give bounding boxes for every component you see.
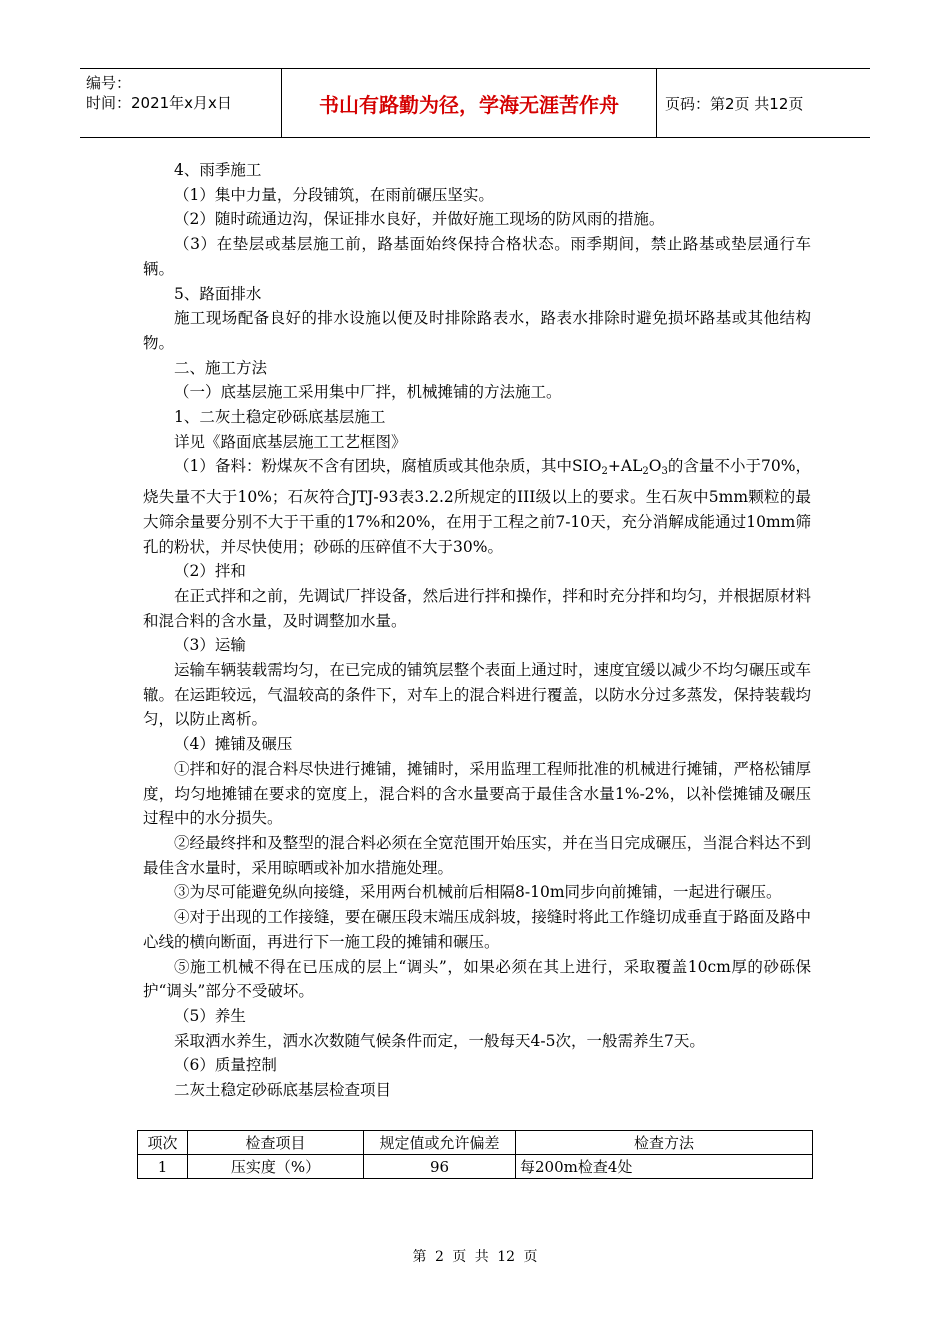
table-cell: 压实度（%） [188, 1155, 364, 1179]
paragraph: ④对于出现的工作接缝，要在碾压段末端压成斜坡，接缝时将此工作缝切成垂直于路面及路中心线的横向断面，再进行下一施工段的摊铺和碾压。 [143, 908, 811, 951]
paragraph: 1、二灰土稳定砂砾底基层施工 [174, 408, 386, 427]
time-label: 时间：2021年x月x日 [86, 94, 232, 112]
inspection-table [137, 1130, 813, 1179]
paragraph: （一）底基层施工采用集中厂拌，机械摊铺的方法施工。 [174, 383, 562, 402]
table-cell: 每200m检查4处 [516, 1155, 813, 1179]
paragraph: 施工现场配备良好的排水设施以便及时排除路表水，路表水排除时避免损坏路基或其他结构物。 [143, 309, 811, 352]
table-header-row [138, 1131, 813, 1155]
header-meta [80, 69, 282, 137]
paragraph: 采取洒水养生，洒水次数随气候条件而定，一般每天4-5次，一般需养生7天。 [174, 1031, 705, 1050]
table-caption: 二灰土稳定砂砾底基层检查项目 [174, 1081, 392, 1100]
page-header [80, 68, 870, 138]
paragraph: （3）在垫层或基层施工前，路基面始终保持合格状态。雨季期间，禁止路基或垫层通行车辆。 [143, 235, 811, 278]
table-header-cell: 规定值或允许偏差 [364, 1131, 516, 1155]
paragraph: ③为尽可能避免纵向接缝，采用两台机械前后相隔8-10m同步向前摊铺，一起进行碾压。 [174, 883, 782, 902]
paragraph: 4、雨季施工 [174, 161, 262, 179]
paragraph: （2）随时疏通边沟，保证排水良好，并做好施工现场的防风雨的措施。 [174, 210, 665, 229]
paragraph: ⑤施工机械不得在已压成的层上“调头”，如果必须在其上进行，采取覆盖10cm厚的砂砾保护“调头”部分不受破坏。 [143, 957, 811, 1001]
table-cell: 96 [364, 1155, 516, 1179]
table-header-cell: 项次 [138, 1131, 188, 1155]
header-motto: 书山有路勤为径，学海无涯苦作舟 [282, 69, 657, 137]
paragraph: 详见《路面底基层施工工艺框图》 [174, 432, 407, 451]
paragraph: ②经最终拌和及整型的混合料必须在全宽范围开始压实，并在当日完成碾压，当混合料达不到最佳含水量时，采用晾晒或补加水措施处理。 [143, 833, 811, 877]
header-page-code: 页码：第2页 共12页 [665, 94, 804, 113]
paragraph: 二、施工方法 [174, 358, 268, 377]
paragraph: （4）摊铺及碾压 [174, 735, 293, 754]
paragraph: 运输车辆装载需均匀，在已完成的铺筑层整个表面上通过时，速度宜缓以减少不均匀碾压或车辙。在运距较远，气温较高的条件下，对车上的混合料进行覆盖，以防水分过多蒸发，保持装载均匀，以防止离析。 [143, 661, 811, 729]
paragraph: （6）质量控制 [174, 1056, 277, 1075]
paragraph: ①拌和好的混合料尽快进行摊铺，摊铺时，采用监理工程师批准的机械进行摊铺，严格松铺厚度，均匀地摊铺在要求的宽度上，混合料的含水量要高于最佳含水量1%-2%，以补偿摊铺及碾压过程中的水分损失。 [143, 759, 811, 828]
paragraph: （2）拌和 [174, 562, 246, 581]
number-label: 编号： [86, 74, 132, 92]
paragraph: （5）养生 [174, 1006, 246, 1025]
table-cell: 1 [138, 1155, 188, 1179]
table-header-cell: 检查方法 [516, 1131, 813, 1155]
table-row [138, 1155, 813, 1179]
paragraph: 5、路面排水 [174, 284, 262, 303]
paragraph: 在正式拌和之前，先调试厂拌设备，然后进行拌和操作，拌和时充分拌和均匀，并根据原材料和混合料的含水量，及时调整加水量。 [143, 586, 811, 630]
material-paragraph: （1）备料：粉煤灰不含有团块，腐植质或其他杂质，其中$SIO_2+AL_2O_3$的含量不小于70%，烧失量不大于10%；石灰符合JTJ-93表3.2.2所规定的III级以上的要求。生石灰中5mm颗粒的最大筛余量要分别不大于干重的17%和20%，在用于工程之前7-10天，充分消解成能通过10mm筛孔的粉状，并尽快使用；砂砾的压碎值不大于30%。 [143, 457, 812, 556]
page-footer: 第 2 页 共 12 页 [412, 1249, 538, 1265]
document-body [143, 158, 811, 1103]
table-header-cell: 检查项目 [188, 1131, 364, 1155]
paragraph: （3）运输 [174, 636, 246, 655]
paragraph: （1）集中力量，分段铺筑，在雨前碾压坚实。 [174, 185, 494, 204]
